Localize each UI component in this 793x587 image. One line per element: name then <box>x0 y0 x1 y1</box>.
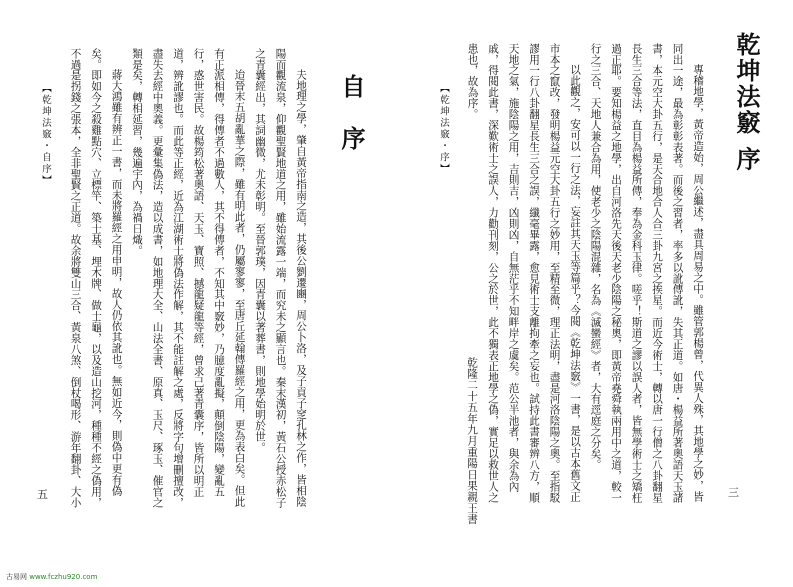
text-column: 夫地理之學，肇自黃帝指南之造，其後公劉遷豳，周公卜洛，及子貢子窆孔林之作，皆相陰 <box>295 69 307 507</box>
text-column: 天地之氣，施陰陽之用，吉則吉，凶則凶，自無茫乎不知畔岸之虞矣。范公半池者，與余為內 <box>507 43 520 492</box>
text-column: 行，惑世害民。故楊筠松著奧語、天玉、寶照、撼龍疑龍等經，曾求己著青囊序，皆所以明正 <box>192 48 205 497</box>
left-page-body <box>65 48 311 543</box>
text-column: 書，本元空大卦五行，是天合地合人合三卦九宮之挨星。而近今術士，轉以唐一行僧之八卦翻星 <box>651 43 663 503</box>
right-page-number: 三 <box>728 486 739 499</box>
text-column: 之青囊經出，其詞幽微，尤未彰明。至晉郭璞，因青囊以著葬書，則地學始明於世。 <box>254 48 266 454</box>
left-page-number: 五 <box>37 488 48 501</box>
watermark-url: www.fczhu920.com <box>29 573 98 581</box>
text-column: 行之三合、天地人兼合為用，使老少之陰陽混雜，名為《滅蠻經》者，大有逕庭之分矣。 <box>589 43 602 471</box>
text-column: 盡失去經中奧義。更彙集偽法，造以成書，如地理大全、山法全書、原真、玉尺、琢玉、催官之 <box>151 48 164 508</box>
text-column: 矣。即如今之殺雞點穴、立標竿、築士基、埋木牌、做士龜，以及造山挖河，種種不經之偽用， <box>90 48 102 508</box>
left-page-footer: 【乾坤法竅・自序】 <box>40 83 51 187</box>
text-column: 患也，故為序。 <box>466 43 479 120</box>
text-column: 過正耶。要知楊益之地學，出自河洛先天後天老少陰陽之秘奧，即黃帝堯舜執兩用中之道，較一 <box>610 43 622 503</box>
watermark-prefix: 古易网 <box>6 573 27 581</box>
signature: 乾隆二十五年九月重陽日果親王書 <box>466 357 478 525</box>
right-page <box>396 0 793 587</box>
watermark <box>6 572 97 582</box>
text-column: 迨晉末五胡亂華之際，雖有明此者，仍屬寥寥，至唐丘延翰傳羅經之用，更為表白矣。但此 <box>233 69 246 507</box>
left-page-title: 自 序 <box>337 74 366 152</box>
right-page-body <box>462 43 708 538</box>
text-column: 謬用一行八卦翻星長生三合之誤，纖毫畢露，愈見術士支離拘牽之妄也。試持此書審辨八方，順 <box>528 43 540 503</box>
text-column: 長生三合等法，直目為楊益所傳，奉為金科玉律。嗟乎！斯道之謬以誤人者，皆無學術士之矯枉 <box>630 43 643 503</box>
text-column: 陽而觀流泉，仰觀聖賢地道之用，雖始流露一端，而究未之顯言也。秦末漢初，黃石公授赤松子 <box>274 48 287 508</box>
right-page-title: 乾坤法竅 序 <box>732 32 761 173</box>
left-page <box>0 0 396 587</box>
text-column: 市本之竄改，發明楊益元空大卦五行之妙用，至精至微，理正法明，盡是河洛陰陽之奧。至指駁 <box>548 43 561 503</box>
text-column: 專稽地學，黃帝造始，周公繼述，盡具周易之中。雖管郭楊曾，代異人殊，其地學之妙，皆 <box>692 64 704 502</box>
text-column: 戚，得閱此書，深歎術士之誤人，力勸刊刻，公之於世，此不獨表正地學之偽，實足以救世人之 <box>487 43 499 503</box>
text-column: 類是矣，轉相延習，幾遍宇內，為禍日熾。 <box>131 48 143 257</box>
text-column: 道，辨訛謬也。而此等正經，近為江湖術士將偽法作解，其不能註解之處，反將字句增刪擅改， <box>172 48 184 508</box>
text-column: 有正派相傳，得傳者不過數人，其不得傳者，不知其中竅妙，乃臆度亂擬，顛倒陰陽，變亂五 <box>213 48 225 497</box>
right-page-footer: 【乾坤法竅・序】 <box>438 83 449 175</box>
text-column: 不過是拐錢之張本，全非聖賢之正道。故余將雙山三合、黃泉八煞、倒杖喝形、游年翻卦、大小 <box>69 48 82 508</box>
text-column: 以此觀之，安可以一行之法，妄註其天玉等篇乎？今閱《乾坤法竅》一書，是以古本舊文正 <box>569 64 581 502</box>
text-column: 蔣大鴻雖有辨正一書，而未將羅經之用申明，故人仍依其訛也。無如近今，則偽中更有偽 <box>110 69 123 497</box>
text-column: 同出一途，最為彰彰表著。而後之習者，率多以訛傳訛，失其正道。如唐・楊益所著奧語天玉諸 <box>671 43 684 503</box>
